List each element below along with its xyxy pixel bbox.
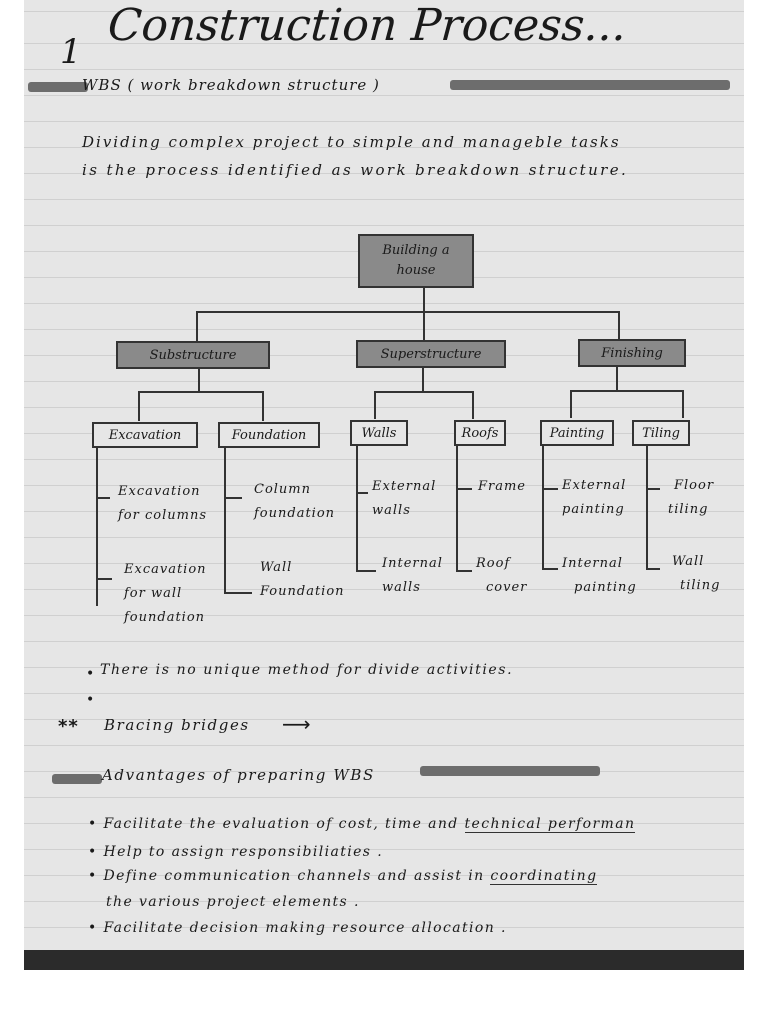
note-bracing-bridges: Bracing bridges	[104, 716, 250, 734]
list-item: • Facilitate the evaluation of cost, time and technical performan	[88, 816, 636, 832]
wbs-heading: WBS ( work breakdown structure )	[82, 76, 380, 94]
category-finishing: Finishing	[578, 339, 686, 367]
group-painting: Painting	[540, 420, 614, 446]
double-asterisk-icon: **	[58, 716, 79, 737]
group-roofs: Roofs	[454, 420, 506, 446]
arrow-right-icon: ⟶	[282, 712, 312, 736]
list-item: • Define communication channels and assist in coordinating	[88, 868, 598, 884]
leaf-wall-tiling: Wall tiling	[672, 554, 721, 593]
highlight-marker	[28, 82, 88, 92]
leaf-roof-cover: Roof cover	[476, 556, 528, 595]
leaf-floor-tiling: Floor tiling	[668, 478, 715, 517]
underlined-text: technical performan	[464, 816, 636, 832]
category-superstructure: Superstructure	[356, 340, 506, 368]
page-title: Construction Process...	[106, 0, 629, 51]
group-walls: Walls	[350, 420, 408, 446]
list-item: • Facilitate decision making resource allocation .	[88, 920, 507, 936]
group-foundation: Foundation	[218, 422, 320, 448]
page-bottom-edge	[24, 950, 744, 970]
root-label-line-2: house	[396, 263, 436, 278]
list-item: the various project elements .	[106, 894, 360, 910]
root-node	[358, 234, 474, 288]
definition-line-1: Dividing complex project to simple and manageble tasks	[82, 133, 621, 151]
group-excavation: Excavation	[92, 422, 198, 448]
category-substructure: Substructure	[116, 341, 270, 369]
underlined-text: coordinating	[490, 868, 598, 884]
leaf-internal-painting: Internal painting	[562, 556, 637, 595]
group-tiling: Tiling	[632, 420, 690, 446]
leaf-internal-walls: Internal walls	[382, 556, 443, 595]
leaf-frame: Frame	[478, 479, 527, 494]
leaf-wall-foundation: Wall Foundation	[260, 560, 345, 599]
note-unique-method: There is no unique method for divide activities.	[100, 662, 514, 678]
leaf-excavation-wall-foundation: Excavation for wall foundation	[124, 562, 207, 625]
highlight-marker	[52, 774, 102, 784]
highlight-marker	[450, 80, 730, 90]
advantages-heading: Advantages of preparing WBS	[102, 766, 375, 784]
definition-line-2: is the process identified as work breakdown structure.	[82, 161, 629, 179]
root-label-line-1: Building a	[382, 243, 450, 258]
page-number: 1	[60, 32, 83, 72]
leaf-excavation-columns: Excavation for columns	[118, 484, 207, 523]
highlight-marker	[420, 766, 600, 776]
list-item: • Help to assign responsibiliaties .	[88, 844, 384, 860]
bullet-dot: •	[86, 666, 96, 682]
bullet-dot: •	[86, 692, 96, 708]
leaf-external-walls: External walls	[372, 479, 437, 518]
leaf-external-painting: External painting	[562, 478, 627, 517]
leaf-column-foundation: Column foundation	[254, 482, 336, 521]
